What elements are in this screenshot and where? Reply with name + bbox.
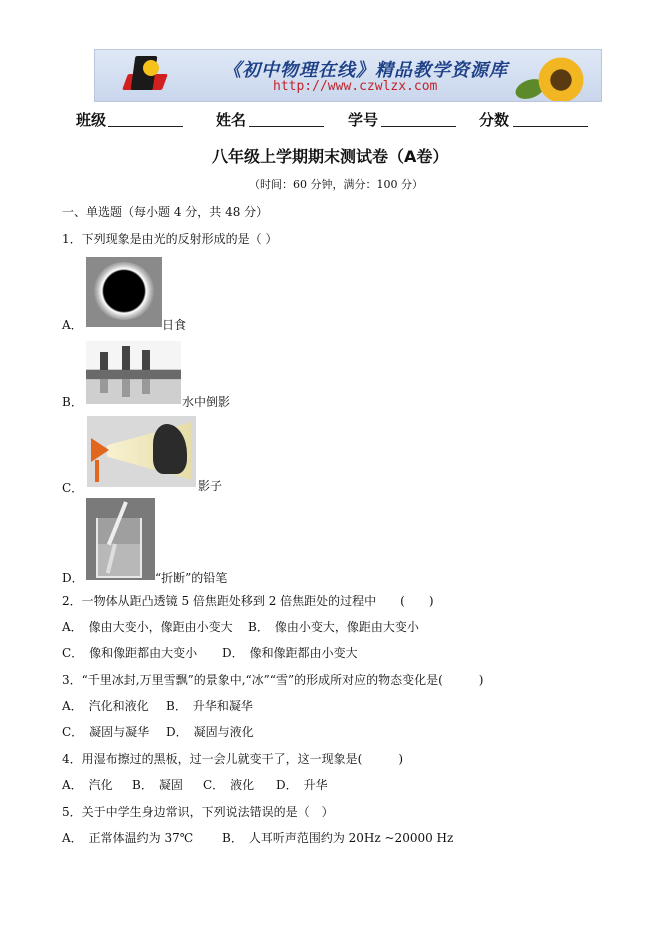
class-label: 班级 bbox=[76, 111, 107, 129]
banner-url: http://www.czwlzx.com bbox=[273, 79, 438, 94]
q3-option-c: C． 凝固与凝华 bbox=[62, 725, 150, 739]
bent-pencil-image bbox=[86, 498, 155, 580]
name-label: 姓名 bbox=[216, 111, 247, 129]
option-a-letter: A． bbox=[62, 318, 83, 332]
q2-option-b: B． 像由小变大，像距由大变小 bbox=[248, 620, 419, 634]
q4-option-b: B． 凝固 bbox=[132, 778, 183, 792]
question-2: 2．一物体从距凸透镜 5 倍焦距处移到 2 倍焦距处的过程中 ( ) bbox=[62, 594, 434, 608]
option-b-caption: 水中倒影 bbox=[182, 395, 231, 409]
name-field[interactable] bbox=[249, 108, 324, 127]
student-id-label: 学号 bbox=[348, 111, 379, 129]
q4-option-c: C． 液化 bbox=[203, 778, 255, 792]
exam-subtitle: （时间：60 分钟，满分：100 分） bbox=[249, 178, 423, 191]
q5-option-a: A． 正常体温约为 37℃ bbox=[62, 831, 194, 845]
solar-eclipse-image bbox=[86, 257, 162, 327]
pagoda-reflection-image bbox=[86, 341, 181, 404]
q4-option-a: A． 汽化 bbox=[62, 778, 113, 792]
q2-option-c: C． 像和像距都由大变小 bbox=[62, 646, 198, 660]
q3-option-b: B． 升华和凝华 bbox=[166, 699, 253, 713]
banner-title: 《初中物理在线》精品教学资源库 bbox=[223, 60, 508, 81]
question-4: 4．用湿布擦过的黑板，过一会儿就变干了，这一现象是( ) bbox=[62, 752, 404, 766]
logo-dot bbox=[143, 60, 159, 76]
q2-option-a: A． 像由大变小，像距由小变大 bbox=[62, 620, 233, 634]
question-3: 3．“千里冰封,万里雪飘”的景象中,“冰”“雪”的形成所对应的物态变化是( ) bbox=[62, 673, 484, 687]
q5-option-b: B． 人耳听声范围约为 20Hz ~20000 Hz bbox=[222, 831, 454, 845]
q4-option-d: D． 升华 bbox=[276, 778, 328, 792]
option-c-caption: 影子 bbox=[198, 479, 223, 493]
q2-option-d: D． 像和像距都由小变大 bbox=[222, 646, 358, 660]
score-label: 分数 bbox=[479, 111, 510, 129]
class-field[interactable] bbox=[108, 108, 183, 127]
q3-option-d: D． 凝固与液化 bbox=[166, 725, 254, 739]
option-a-caption: 日食 bbox=[162, 318, 187, 332]
option-c-letter: C． bbox=[62, 481, 84, 495]
option-b-letter: B． bbox=[62, 395, 83, 409]
option-d-caption: “折断”的铅笔 bbox=[155, 571, 228, 585]
section-heading: 一、单选题（每小题 4 分，共 48 分） bbox=[62, 205, 269, 219]
question-1: 1．下列现象是由光的反射形成的是（ ） bbox=[62, 232, 278, 246]
question-5: 5．关于中学生身边常识，下列说法错误的是（ ） bbox=[62, 805, 334, 819]
sunflower-icon bbox=[535, 54, 587, 102]
exam-title: 八年级上学期期末测试卷（A卷） bbox=[212, 147, 449, 166]
student-id-field[interactable] bbox=[381, 108, 456, 127]
score-field[interactable] bbox=[513, 108, 588, 127]
option-d-letter: D． bbox=[62, 571, 84, 585]
hand-shadow-image bbox=[87, 416, 196, 487]
q3-option-a: A． 汽化和液化 bbox=[62, 699, 149, 713]
header-banner bbox=[94, 49, 602, 102]
